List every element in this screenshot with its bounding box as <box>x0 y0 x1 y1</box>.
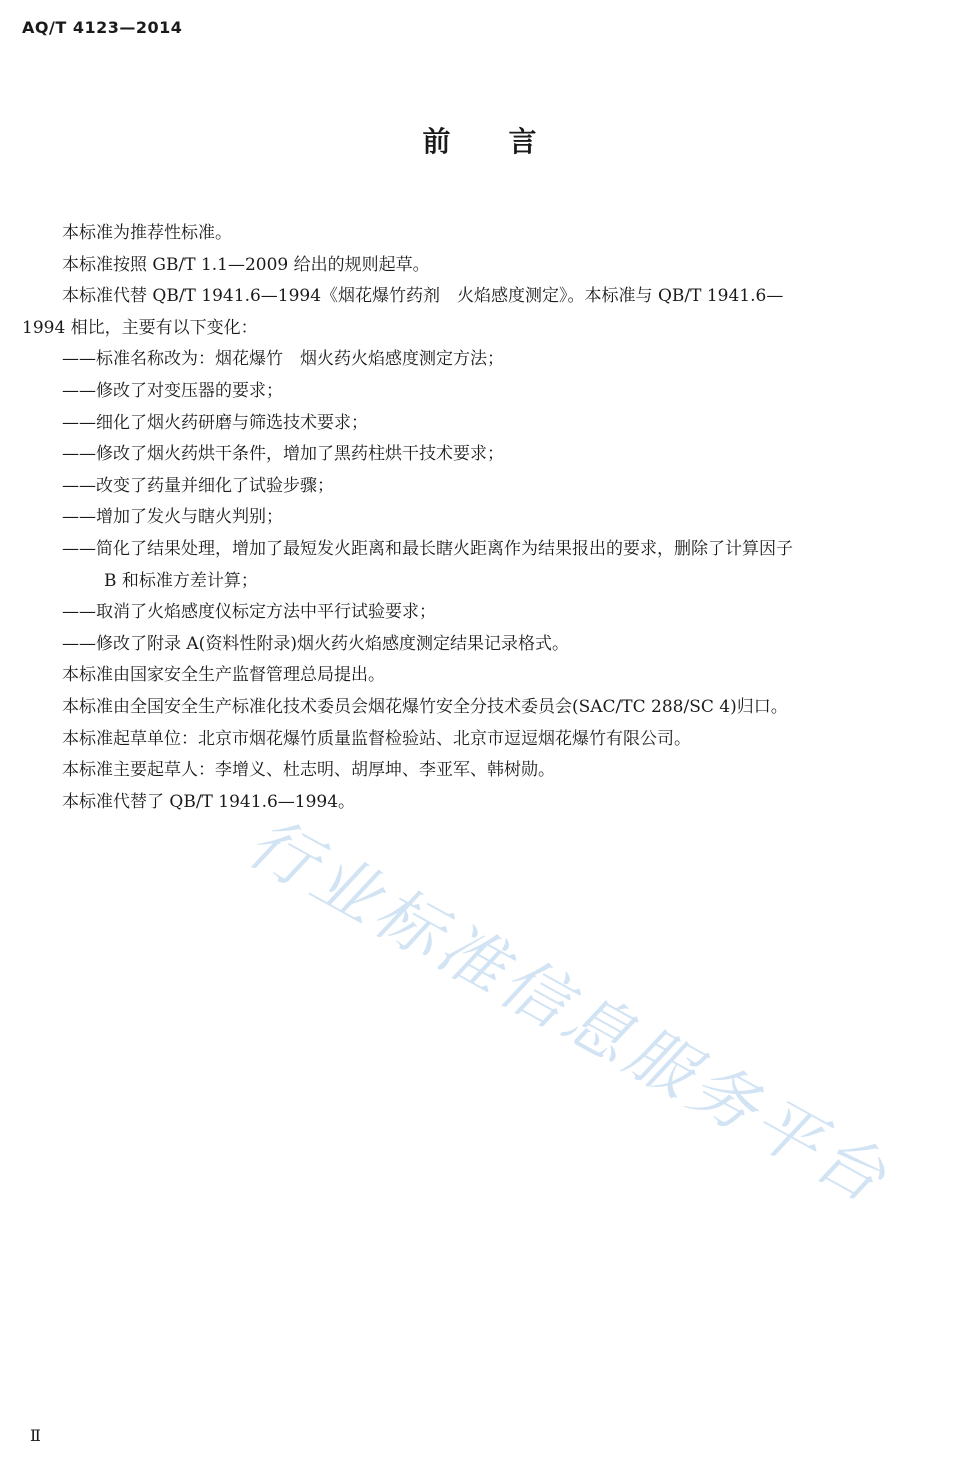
foreword-body <box>22 218 942 818</box>
paragraph-recommended: 本标准为推荐性标准。 <box>62 223 232 243</box>
paragraph-drafters: 本标准主要起草人：李增义、杜志明、胡厚坤、李亚军、韩树勋。 <box>62 760 555 781</box>
change-item: ——简化了结果处理，增加了最短发火距离和最长瞎火距离作为结果报出的要求，删除了计算因子 <box>62 538 793 559</box>
paragraph-proposer: 本标准由国家安全生产监督管理总局提出。 <box>62 665 385 686</box>
page-number: Ⅱ <box>30 1426 41 1445</box>
change-item: ——修改了对变压器的要求； <box>62 380 283 401</box>
change-item: ——修改了烟火药烘干条件，增加了黑药柱烘干技术要求； <box>62 444 504 465</box>
title-char-2: 言 <box>508 125 539 158</box>
paragraph-replaces-line2: 1994 相比，主要有以下变化： <box>22 317 258 338</box>
change-item-continuation: B 和标准方差计算； <box>104 570 258 591</box>
paragraph-drafting-rules: 本标准按照 GB/T 1.1—2009 给出的规则起草。 <box>62 254 430 275</box>
change-item: ——取消了火焰感度仪标定方法中平行试验要求； <box>62 602 436 623</box>
paragraph-drafting-units: 本标准起草单位：北京市烟花爆竹质量监督检验站、北京市逗逗烟花爆竹有限公司。 <box>62 728 691 749</box>
paragraph-replaces-line1: 本标准代替 QB/T 1941.6—1994《烟花爆竹药剂 火焰感度测定》。本标准与 QB/T 1941.6— <box>62 286 784 307</box>
change-item: ——修改了附录 A(资料性附录)烟火药火焰感度测定结果记录格式。 <box>62 633 569 654</box>
change-item: ——标准名称改为：烟花爆竹 烟火药火焰感度测定方法； <box>62 349 504 370</box>
paragraph-replaced-standard: 本标准代替了 QB/T 1941.6—1994。 <box>62 791 356 812</box>
change-item: ——增加了发火与瞎火判别； <box>62 507 283 528</box>
watermark: 行业标准信息服务平台 <box>235 803 903 1220</box>
title-char-1: 前 <box>422 125 453 158</box>
paragraph-committee: 本标准由全国安全生产标准化技术委员会烟花爆竹安全分技术委员会(SAC/TC 288/SC 4)归口。 <box>62 696 788 717</box>
change-item: ——细化了烟火药研磨与筛选技术要求； <box>62 412 368 433</box>
change-item: ——改变了药量并细化了试验步骤； <box>62 475 334 496</box>
standard-code: AQ/T 4123—2014 <box>22 18 183 37</box>
page-title <box>0 120 961 160</box>
